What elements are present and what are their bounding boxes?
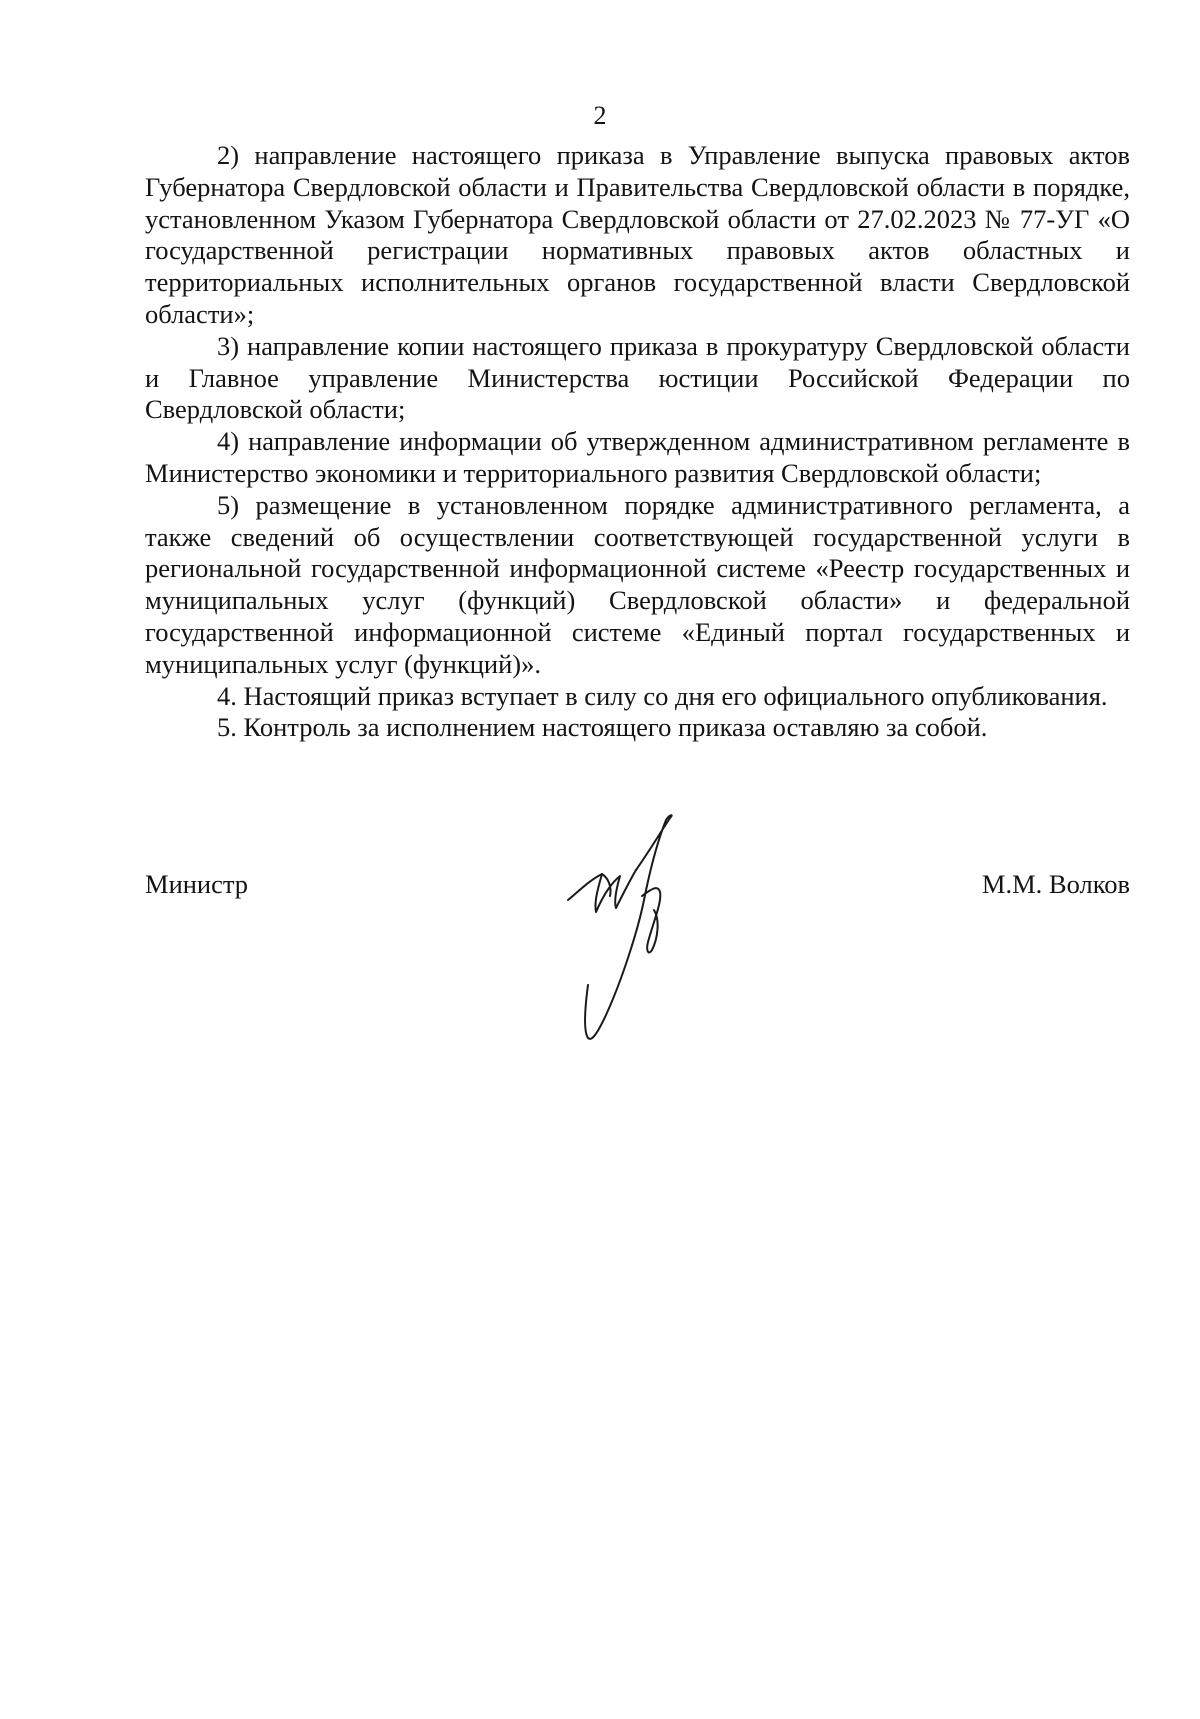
paragraph-item-5: 5) размещение в установленном порядке административного регламента, а также сведений об осуществлении соответствующей государственной услуги в региональной государственной информационной системе «Реестр государственных и муниципальных услуг (функций) Свердловской области» и федеральной государственной информационной системе «Единый портал государственных и муниципальных услуг (функций)». (145, 489, 1130, 679)
paragraph-clause-5: 5. Контроль за исполнением настоящего приказа оставляю за собой. (217, 712, 988, 743)
paragraph-item-2: 2) направление настоящего приказа в Управление выпуска правовых актов Губернатора Свердловской области и Правительства Свердловской области в порядке, установленном Указом Губернатора Свердловской области от 27.02.2023 № 77-УГ «О государственной регистрации нормативных правовых актов областных и территориальных исполнительных органов государственной власти Свердловской области»; (145, 140, 1130, 329)
page-number: 2 (593, 101, 607, 130)
signatory-name: М.М. Волков (981, 869, 1130, 899)
document-body (145, 140, 1130, 744)
paragraph-item-3: 3) направление копии настоящего приказа в прокуратуру Свердловской области и Главное управление Министерства юстиции Российской Федерации по Свердловской области; (145, 330, 1130, 425)
signatory-title: Министр (145, 869, 249, 899)
signature-block (145, 820, 1130, 1100)
handwritten-signature (550, 810, 710, 1070)
paragraph-clause-4: 4. Настоящий приказ вступает в силу со дня его официального опубликования. (217, 680, 1108, 711)
paragraph-item-4: 4) направление информации об утвержденном административном регламенте в Министерство экономики и территориального развития Свердловской области; (145, 426, 1130, 488)
